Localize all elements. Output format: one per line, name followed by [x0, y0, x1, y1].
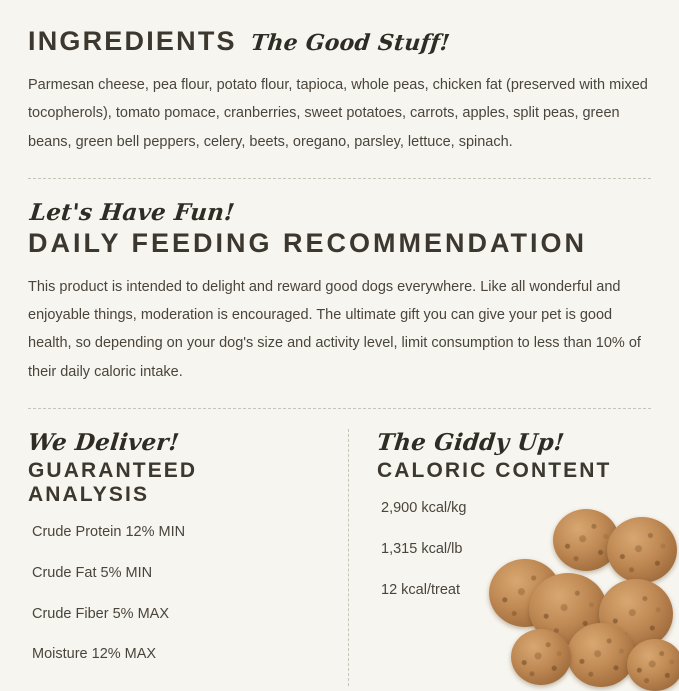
list-item: Crude Protein 12% MIN — [32, 523, 186, 540]
list-item: Crude Fat 5% MIN — [32, 564, 153, 581]
list-item: 12 kcal/treat — [381, 581, 460, 598]
ingredients-title: INGREDIENTS — [28, 26, 237, 56]
caloric-content-list — [377, 499, 668, 600]
divider-2 — [28, 408, 651, 409]
ingredients-script-label: The Good Stuff! — [249, 30, 451, 56]
stats-columns — [28, 429, 651, 686]
guaranteed-analysis-title: GUARANTEED ANALYSIS — [28, 458, 198, 506]
ingredients-body: Parmesan cheese, pea flour, potato flour, tapioca, whole peas, chicken fat (preserved with mixed tocopherols), tomato pomace, cranberries, sweet potatoes, carrots, apples, split peas, green beans, green bell peppers, celery, beets, oregano, parsley, lettuce, spinach. — [28, 77, 648, 150]
ingredients-section — [28, 26, 651, 156]
list-item: Moisture 12% MAX — [32, 646, 157, 663]
guaranteed-analysis-script-label: We Deliver! — [26, 428, 181, 456]
feeding-section — [28, 199, 651, 386]
list-item: 1,315 kcal/lb — [381, 540, 463, 557]
list-item: 2,900 kcal/kg — [381, 499, 467, 516]
feeding-script-label: Let's Have Fun! — [28, 198, 236, 226]
caloric-content-script-label: The Giddy Up! — [375, 428, 566, 456]
divider-1 — [28, 178, 651, 179]
list-item: Crude Fiber 5% MAX — [32, 605, 169, 622]
ingredients-heading — [28, 26, 651, 57]
feeding-title: DAILY FEEDING RECOMMENDATION — [28, 227, 588, 258]
caloric-content-title: CALORIC CONTENT — [377, 458, 612, 482]
guaranteed-analysis-section — [28, 429, 348, 686]
guaranteed-analysis-list — [28, 523, 324, 664]
feeding-body: This product is intended to delight and reward good dogs everywhere. Like all wonderful and enjoyable things, moderation is encouraged. The ultimate gift you can give your pet is good health, so depending on your dog's size and activity level, limit consumption to less than 10% of their daily caloric intake. — [28, 278, 641, 380]
caloric-content-section — [348, 429, 668, 686]
